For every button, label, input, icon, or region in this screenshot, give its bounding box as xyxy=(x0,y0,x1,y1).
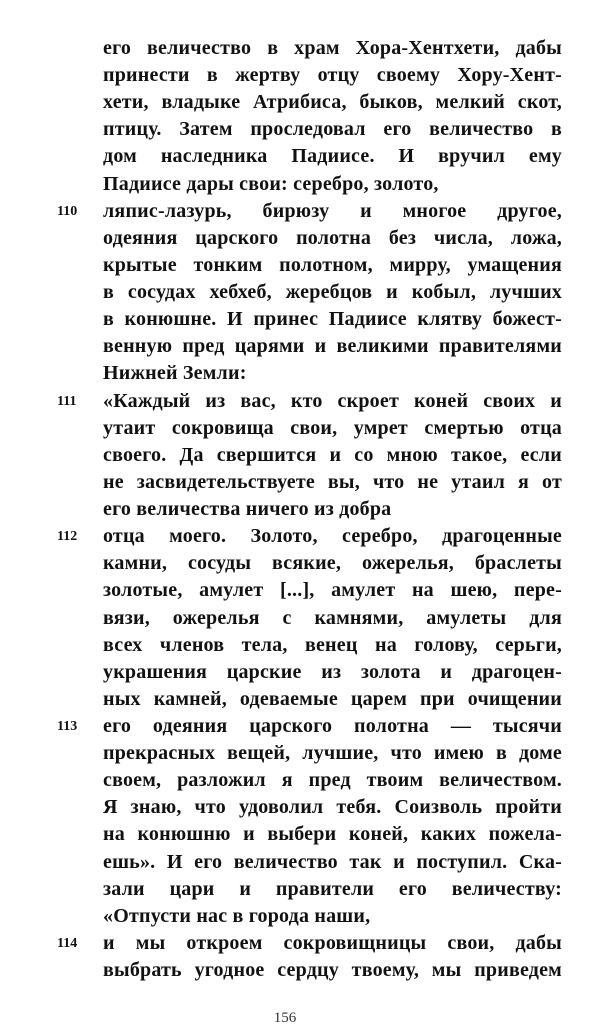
text-line: Падиисе дары свои: серебро, золото, xyxy=(103,172,439,195)
text-line: дом наследника Падиисе. И вручил ему xyxy=(103,145,562,168)
text-line: принести в жертву отцу своему Хору-Хент- xyxy=(103,64,562,87)
text-line: не засвидетельствуете вы, что не утаил я от xyxy=(103,470,562,493)
text-line: одеяния царского полотна без числа, ложа, xyxy=(103,226,562,249)
text-line: прекрасных вещей, лучшие, что имею в доме xyxy=(103,742,562,765)
text-line: в конюшне. И принес Падиисе клятву божест- xyxy=(103,308,562,331)
line-number: 113 xyxy=(57,719,78,734)
text-line: «Каждый из вас, кто скроет коней своих и xyxy=(103,389,562,412)
text-line: своего. Да свершится и со мною такое, если xyxy=(103,443,562,466)
text-line: крытые тонким полотном, мирру, умащения xyxy=(103,253,562,276)
text-line: своем, разложил я пред твоим величеством. xyxy=(103,769,562,792)
text-line: ных камней, одеваемые царем при очищении xyxy=(103,687,562,710)
text-line: вязи, ожерелья с камнями, амулеты для xyxy=(103,606,562,629)
text-line: золотые, амулет [...], амулет на шею, пере- xyxy=(103,579,562,602)
text-line: зали цари и правители его величеству: xyxy=(103,877,562,900)
text-line: Я знаю, что удоволил тебя. Соизволь пройти xyxy=(103,796,562,819)
text-line: его одеяния царского полотна — тысячи xyxy=(103,715,562,737)
text-line: венную пред царями и великими правителями xyxy=(103,335,562,358)
text-line: Нижней Земли: xyxy=(103,362,247,385)
text-line: и мы откроем сокровищницы свои, дабы xyxy=(103,931,562,954)
text-line: хети, владыке Атрибиса, быков, мелкий скот, xyxy=(103,91,562,114)
text-line: выбрать угодное сердцу твоему, мы приведем xyxy=(103,959,562,982)
text-line: «Отпусти нас в города наши, xyxy=(103,904,371,927)
line-number: 110 xyxy=(57,203,78,219)
text-line: утаит сокровища свои, умрет смертью отца xyxy=(103,416,562,439)
text-line: всех членов тела, венец на голову, серьги, xyxy=(103,633,562,656)
text-line: его величества ничего из добра xyxy=(103,498,392,521)
text-line: в сосудах хебхеб, жеребцов и кобыл, лучших xyxy=(103,281,562,304)
text-line: украшения царские из золота и драгоцен- xyxy=(103,660,562,683)
line-number: 111 xyxy=(57,393,77,409)
page-number: 156 xyxy=(273,1010,297,1026)
text-line: птицу. Затем проследовал его величество в xyxy=(103,118,562,141)
line-number: 114 xyxy=(57,935,78,951)
text-line: ешь». И его величество так и поступил. Ска- xyxy=(103,850,562,873)
text-line: отца моего. Золото, серебро, драгоценные xyxy=(103,525,562,548)
text-line: на конюшню и выбери коней, каких пожела- xyxy=(103,823,562,846)
text-line: его величество в храм Хора-Хентхети, дабы xyxy=(103,37,562,59)
text-line: камни, сосуды всякие, ожерелья, браслеты xyxy=(103,552,562,575)
line-number: 112 xyxy=(57,529,78,545)
text-line: ляпис-лазурь, бирюзу и многое другое, xyxy=(103,199,562,222)
